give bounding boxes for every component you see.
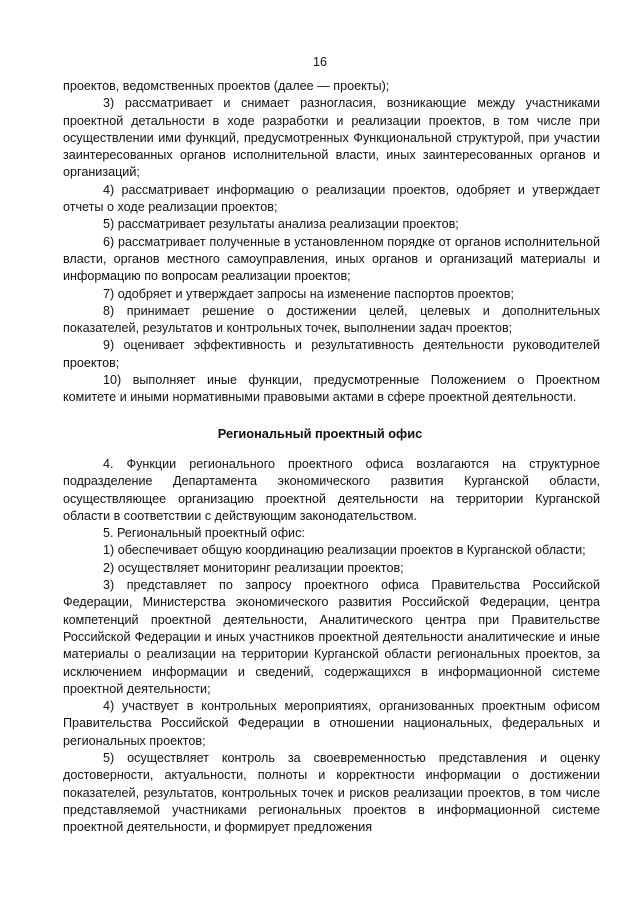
paragraph: 7) одобряет и утверждает запросы на изменение паспортов проектов; [103, 286, 514, 301]
paragraph: 4) участвует в контрольных мероприятиях, организованных проектным офисом Правительства Российской Федерации в отношении национальных, федеральных и региональных проектов; [63, 699, 600, 748]
paragraph: 5) осуществляет контроль за своевременностью представления и оценку достоверности, актуальности, полноты и корректности информации о достижении показателей, результатов, контрольных точек и рисков реализации проектов, в том числе представляемой участниками региональных проектов в информационной системе проектной деятельности, и формирует предложения [63, 751, 600, 835]
section-regional-project-office [63, 456, 600, 837]
paragraph: 5) рассматривает результаты анализа реализации проектов; [103, 217, 459, 232]
paragraph: 3) представляет по запросу проектного офиса Правительства Российской Федерации, Министерства экономического развития Российской Федерации, центра компетенций проектной деятельности, Аналитического центра при Правительстве Российской Федерации и иных участников проектной деятельности аналитические и иные материалы о реализации на территории Курганской области региональных проектов, за исключением информации и сведений, содержащихся в информационной системе проектной деятельности; [63, 578, 600, 696]
paragraph: 9) оценивает эффективность и результативность деятельности руководителей проектов; [63, 338, 600, 370]
paragraph: 2) осуществляет мониторинг реализации проектов; [103, 560, 404, 575]
paragraph: 6) рассматривает полученные в установленном порядке от органов исполнительной власти, органов местного самоуправления, иных органов и организаций материалы и информацию по вопросам реализации проектов; [63, 234, 600, 284]
paragraph: проектов, ведомственных проектов (далее — проекты); [63, 79, 390, 93]
section-heading: Региональный проектный офис [217, 426, 423, 441]
paragraph: 4. Функции регионального проектного офиса возлагаются на структурное подразделение Департамента экономического развития Курганской области, осуществляющее организацию проектной деятельности на территории Курганской области в соответствии с действующим законодательством. [63, 457, 600, 523]
paragraph: 5. Региональный проектный офис: [103, 526, 305, 541]
paragraph: 10) выполняет иные функции, предусмотренные Положением о Проектном комитете и иными нормативными правовыми актами в сфере проектной деятельности. [63, 373, 600, 405]
section-project-committee-functions [63, 78, 600, 407]
paragraph: 3) рассматривает и снимает разногласия, возникающие между участниками проектной детальности в ходе разработки и реализации проектов, в том числе при осуществлении ими функций, предусмотренных Функциональной структурой, при участии заинтересованных органов исполнительной власти, иных заинтересованных органов и организаций; [63, 96, 600, 180]
paragraph: 8) принимает решение о достижении целей, целевых и дополнительных показателей, результатов и контрольных точек, выполнении задач проектов; [63, 303, 600, 336]
paragraph: 1) обеспечивает общую координацию реализации проектов в Курганской области; [103, 543, 586, 558]
paragraph: 4) рассматривает информацию о реализации проектов, одобряет и утверждает отчеты о ходе реализации проектов; [63, 182, 600, 215]
page-number: 16 [313, 55, 327, 69]
